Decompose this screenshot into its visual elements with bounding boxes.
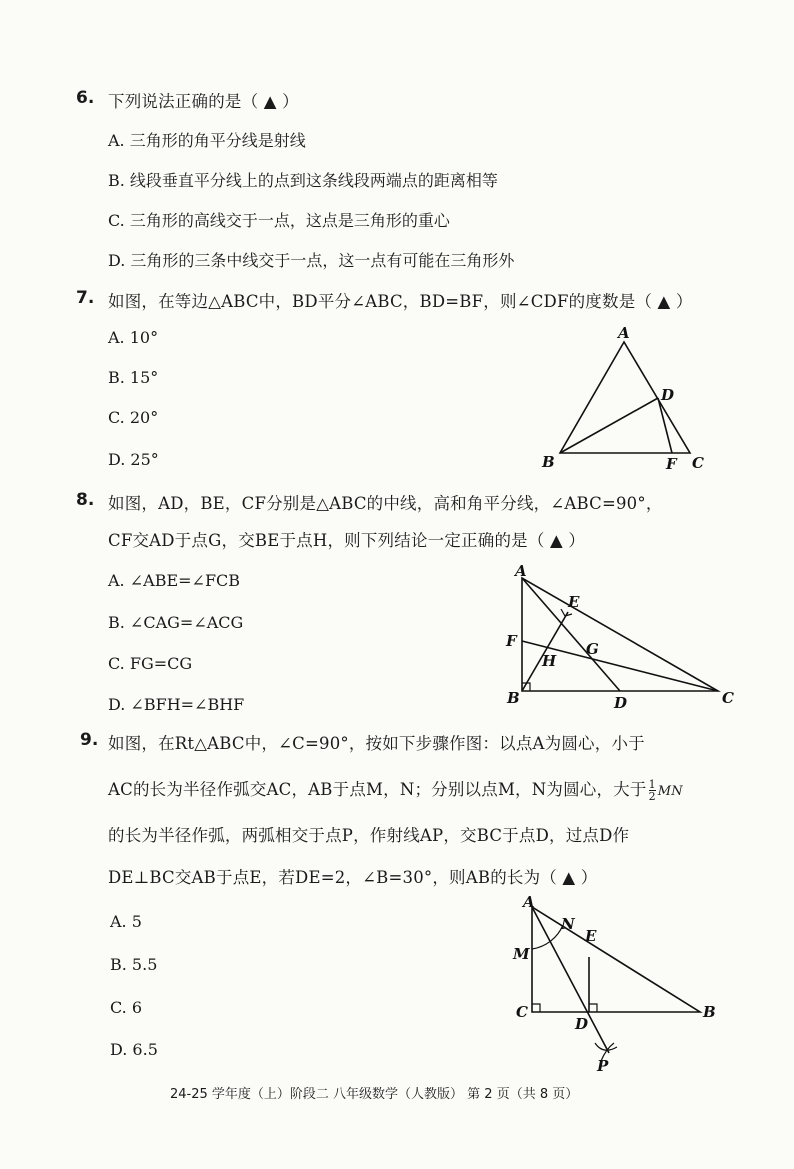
q7-stem: 如图，在等边△ABC中，BD平分∠ABC，BD=BF，则∠CDF的度数是（ ▲ ）	[108, 292, 693, 311]
q9-figure	[505, 893, 730, 1075]
q8-option-c: C. FG=CG	[108, 654, 193, 673]
q8-label-h: H	[542, 652, 557, 670]
q8-stem-line1: 如图，AD，BE，CF分别是△ABC的中线，高和角平分线，∠ABC=90°，	[108, 494, 663, 513]
q7-segment-bd	[560, 398, 658, 453]
q9-fraction-numerator: 1	[648, 778, 656, 791]
q7-label-c: C	[692, 454, 704, 472]
q8-option-d: D. ∠BFH=∠BHF	[108, 695, 245, 714]
q9-right-angle-c	[532, 1004, 540, 1012]
q9-stem-line2-mn: MN	[657, 784, 683, 799]
q9-option-c: C. 6	[110, 998, 143, 1017]
q9-label-n: N	[561, 915, 575, 933]
q9-stem-line4: DE⊥BC交AB于点E，若DE=2，∠B=30°，则AB的长为（ ▲ ）	[108, 868, 598, 887]
q8-label-f: F	[506, 632, 517, 650]
q9-label-c: C	[516, 1003, 528, 1021]
q6-option-a: A. 三角形的角平分线是射线	[108, 131, 306, 150]
q8-label-c: C	[722, 689, 734, 707]
q7-label-d: D	[661, 386, 675, 404]
q6-option-b: B. 线段垂直平分线上的点到这条线段两端点的距离相等	[108, 171, 498, 190]
q6-option-d: D. 三角形的三条中线交于一点，这一点有可能在三角形外	[108, 251, 515, 270]
q9-number: 9.	[80, 730, 99, 750]
page-footer: 24-25 学年度（上）阶段二 八年级数学（人教版） 第 2 页（共 8 页）	[170, 1087, 579, 1102]
q7-label-a: A	[618, 324, 630, 342]
q9-label-m: M	[513, 945, 530, 963]
q7-option-c: C. 20°	[108, 408, 159, 427]
q9-label-e: E	[585, 927, 597, 945]
q8-label-d: D	[614, 694, 628, 710]
q6-stem: 下列说法正确的是（ ▲ ）	[108, 92, 299, 111]
q9-label-a: A	[523, 893, 535, 911]
q8-number: 8.	[76, 490, 95, 510]
q8-option-b: B. ∠CAG=∠ACG	[108, 613, 244, 632]
q7-figure	[530, 322, 720, 472]
q9-stem-line2	[108, 776, 683, 802]
q8-figure	[500, 558, 745, 710]
q9-triangle-abc	[532, 907, 700, 1012]
q6-option-c: C. 三角形的高线交于一点，这点是三角形的重心	[108, 211, 450, 230]
q9-option-d: D. 6.5	[110, 1040, 158, 1059]
q8-label-g: G	[586, 640, 599, 658]
q8-label-a: A	[515, 562, 527, 580]
q7-label-f: F	[666, 455, 677, 472]
q6-number: 6.	[76, 88, 95, 108]
q9-option-a: A. 5	[110, 912, 142, 931]
q8-triangle-abc	[522, 578, 718, 691]
q8-option-a: A. ∠ABE=∠FCB	[108, 571, 241, 590]
q9-option-b: B. 5.5	[110, 955, 158, 974]
q7-option-a: A. 10°	[108, 328, 159, 347]
q9-stem-line1: 如图，在Rt△ABC中，∠C=90°，按如下步骤作图：以点A为圆心，小于	[108, 734, 645, 753]
q7-label-b: B	[542, 453, 555, 471]
q7-option-b: B. 15°	[108, 368, 159, 387]
q9-stem-line3: 的长为半径作弧，两弧相交于点P，作射线AP，交BC于点D，过点D作	[108, 826, 630, 845]
q9-fraction	[649, 779, 656, 802]
q8-label-e: E	[568, 593, 580, 611]
q9-fraction-denominator: 2	[648, 790, 656, 803]
q9-label-p: P	[597, 1057, 609, 1075]
q9-stem-line2-text: AC的长为半径作弧交AC，AB于点M，N；分别以点M，N为圆心，大于	[108, 780, 647, 799]
q7-segment-df	[658, 398, 672, 453]
q9-right-angle-d	[589, 1004, 597, 1012]
q8-label-b: B	[507, 689, 520, 707]
q8-stem-line2: CF交AD于点G，交BE于点H，则下列结论一定正确的是（ ▲ ）	[108, 531, 586, 550]
q9-label-b: B	[703, 1003, 716, 1021]
q7-number: 7.	[76, 288, 95, 308]
q7-option-d: D. 25°	[108, 450, 159, 469]
q9-label-d: D	[575, 1015, 589, 1033]
